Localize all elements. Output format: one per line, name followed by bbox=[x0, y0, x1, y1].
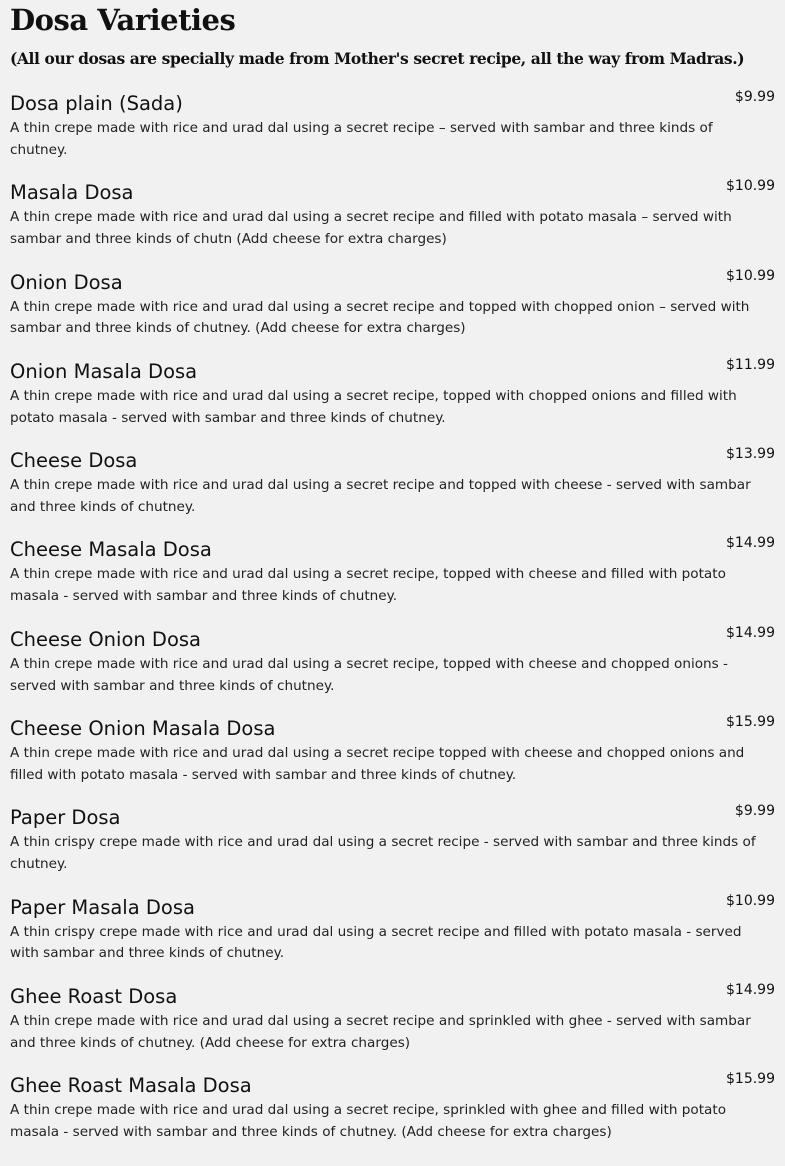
item-description: A thin crepe made with rice and urad dal using a secret recipe, topped with cheese and chopped onions - served with sambar and three kinds of chutney. bbox=[10, 655, 728, 694]
item-description: A thin crepe made with rice and urad dal using a secret recipe topped with cheese and chopped onions and filled with potato masala - served with sambar and three kinds of chutney. bbox=[10, 745, 745, 783]
item-name: Onion Dosa bbox=[10, 270, 123, 294]
item-description: A thin crispy crepe made with rice and urad dal using a secret recipe and filled with potato masala - served with sambar and three kinds of chutney. bbox=[10, 923, 742, 962]
menu-list bbox=[10, 91, 775, 1163]
item-price: $13.99 bbox=[726, 446, 775, 463]
item-description: A thin crepe made with rice and urad dal using a secret recipe, topped with cheese and filled with potato masala - served with sambar and three kinds of chutney. bbox=[10, 566, 726, 605]
menu-page bbox=[10, 0, 775, 1163]
item-price: $14.99 bbox=[726, 535, 775, 552]
menu-item bbox=[10, 892, 775, 984]
menu-item bbox=[10, 1073, 775, 1162]
menu-item bbox=[10, 180, 775, 269]
item-name: Ghee Roast Masala Dosa bbox=[10, 1074, 252, 1098]
item-description: A thin crepe made with rice and urad dal using a secret recipe, sprinkled with ghee and filled with potato masala - served with sambar and three kinds of chutney. (Add cheese for extra charges) bbox=[10, 1102, 727, 1141]
item-price: $14.99 bbox=[726, 981, 775, 998]
item-name: Paper Dosa bbox=[10, 806, 121, 830]
menu-item bbox=[10, 624, 775, 716]
item-price: $10.99 bbox=[726, 267, 775, 284]
item-name: Cheese Dosa bbox=[10, 449, 138, 473]
item-price: $9.99 bbox=[734, 803, 775, 820]
item-name: Cheese Masala Dosa bbox=[10, 538, 212, 562]
item-description: A thin crepe made with rice and urad dal using a secret recipe and sprinkled with ghee - served with sambar and three kinds of chutney. (Add cheese for extra charges) bbox=[10, 1012, 751, 1051]
item-description: A thin crepe made with rice and urad dal using a secret recipe, topped with chopped onions and filled with potato masala - served with sambar and three kinds of chutney. bbox=[10, 387, 737, 426]
item-description: A thin crispy crepe made with rice and urad dal using a secret recipe - served with sambar and three kinds of chutney. bbox=[10, 834, 756, 873]
item-name: Cheese Onion Masala Dosa bbox=[10, 717, 276, 741]
item-price: $11.99 bbox=[726, 356, 775, 373]
menu-item bbox=[10, 981, 775, 1073]
menu-item bbox=[10, 537, 775, 626]
item-price: $9.99 bbox=[734, 89, 775, 105]
item-name: Cheese Onion Dosa bbox=[10, 627, 201, 651]
item-price: $15.99 bbox=[726, 714, 775, 731]
section-subtitle: (All our dosas are specially made from Mother's secret recipe, all the way from Madras.) bbox=[10, 49, 745, 68]
item-name: Paper Masala Dosa bbox=[10, 895, 195, 919]
item-name: Onion Masala Dosa bbox=[10, 359, 198, 383]
item-price: $15.99 bbox=[726, 1071, 775, 1088]
item-description: A thin crepe made with rice and urad dal using a secret recipe and topped with chopped onion – served with sambar and three kinds of chutney. (Add cheese for extra charges) bbox=[10, 298, 750, 337]
item-description: A thin crepe made with rice and urad dal using a secret recipe and filled with potato masala – served with sambar and three kinds of chutn (Add cheese for extra charges) bbox=[10, 209, 732, 248]
menu-item bbox=[10, 805, 775, 894]
menu-item bbox=[10, 448, 775, 537]
item-description: A thin crepe made with rice and urad dal using a secret recipe – served with sambar and three kinds of chutney. bbox=[10, 120, 713, 158]
item-name: Masala Dosa bbox=[10, 181, 134, 205]
section-title: Dosa Varieties bbox=[10, 3, 236, 37]
item-name: Ghee Roast Dosa bbox=[10, 984, 178, 1008]
item-name: Dosa plain (Sada) bbox=[10, 92, 183, 115]
menu-item bbox=[10, 91, 775, 180]
item-price: $14.99 bbox=[726, 624, 775, 641]
menu-item bbox=[10, 716, 775, 805]
menu-item bbox=[10, 356, 775, 448]
item-price: $10.99 bbox=[726, 892, 775, 909]
menu-item bbox=[10, 267, 775, 359]
item-price: $10.99 bbox=[726, 178, 775, 195]
item-description: A thin crepe made with rice and urad dal using a secret recipe and topped with cheese - served with sambar and three kinds of chutney. bbox=[10, 477, 751, 515]
